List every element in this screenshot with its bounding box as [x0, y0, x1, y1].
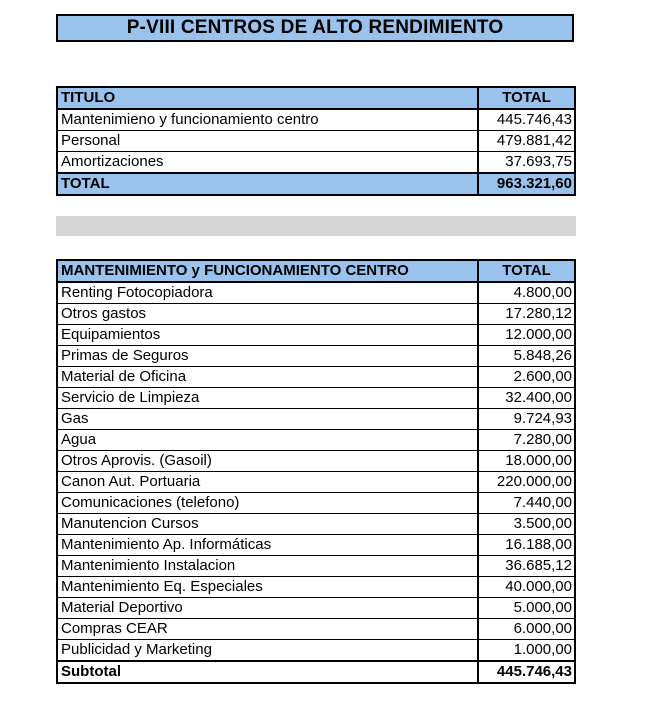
- detail-row-value: 5.848,26: [478, 346, 575, 367]
- detail-row-value: 7.440,00: [478, 493, 575, 514]
- table-row: [57, 430, 575, 451]
- detail-row-label: Equipamientos: [57, 325, 478, 346]
- detail-row-label: Otros Aprovis. (Gasoil): [57, 451, 478, 472]
- summary-header-row: [57, 87, 575, 109]
- detail-row-value: 5.000,00: [478, 598, 575, 619]
- detail-subtotal-label: Subtotal: [57, 661, 478, 683]
- summary-row-label: Personal: [57, 131, 478, 152]
- summary-total-row: [57, 173, 575, 195]
- summary-row-value: 445.746,43: [478, 109, 575, 131]
- detail-row-label: Primas de Seguros: [57, 346, 478, 367]
- detail-row-label: Agua: [57, 430, 478, 451]
- detail-row-value: 2.600,00: [478, 367, 575, 388]
- summary-total-value: 963.321,60: [478, 173, 575, 195]
- detail-row-label: Material de Oficina: [57, 367, 478, 388]
- detail-row-label: Material Deportivo: [57, 598, 478, 619]
- detail-table: [56, 259, 576, 684]
- summary-header-total: TOTAL: [478, 87, 575, 109]
- summary-row-label: Amortizaciones: [57, 152, 478, 174]
- detail-row-value: 4.800,00: [478, 282, 575, 304]
- detail-row-value: 220.000,00: [478, 472, 575, 493]
- table-row: [57, 493, 575, 514]
- table-row: [57, 514, 575, 535]
- table-row: [57, 152, 575, 174]
- table-row: [57, 131, 575, 152]
- table-row: [57, 598, 575, 619]
- separator-band: [56, 216, 576, 236]
- table-row: [57, 619, 575, 640]
- summary-row-value: 479.881,42: [478, 131, 575, 152]
- summary-row-value: 37.693,75: [478, 152, 575, 174]
- detail-row-value: 6.000,00: [478, 619, 575, 640]
- table-row: [57, 109, 575, 131]
- table-row: [57, 304, 575, 325]
- table-row: [57, 388, 575, 409]
- detail-row-label: Publicidad y Marketing: [57, 640, 478, 662]
- detail-row-value: 40.000,00: [478, 577, 575, 598]
- table-row: [57, 451, 575, 472]
- table-row: [57, 535, 575, 556]
- detail-row-value: 12.000,00: [478, 325, 575, 346]
- table-row: [57, 577, 575, 598]
- detail-row-label: Canon Aut. Portuaria: [57, 472, 478, 493]
- detail-row-label: Mantenimiento Ap. Informáticas: [57, 535, 478, 556]
- detail-row-value: 17.280,12: [478, 304, 575, 325]
- table-row: [57, 325, 575, 346]
- detail-row-label: Otros gastos: [57, 304, 478, 325]
- table-row: [57, 367, 575, 388]
- table-row: [57, 346, 575, 367]
- detail-row-label: Servicio de Limpieza: [57, 388, 478, 409]
- detail-row-value: 32.400,00: [478, 388, 575, 409]
- table-row: [57, 472, 575, 493]
- page-title: P-VIII CENTROS DE ALTO RENDIMIENTO: [56, 14, 574, 42]
- detail-row-value: 16.188,00: [478, 535, 575, 556]
- detail-row-label: Mantenimiento Instalacion: [57, 556, 478, 577]
- detail-row-label: Compras CEAR: [57, 619, 478, 640]
- summary-header-label: TITULO: [57, 87, 478, 109]
- detail-row-value: 7.280,00: [478, 430, 575, 451]
- detail-header-total: TOTAL: [478, 260, 575, 282]
- summary-row-label: Mantenimieno y funcionamiento centro: [57, 109, 478, 131]
- table-row: [57, 282, 575, 304]
- detail-row-label: Gas: [57, 409, 478, 430]
- detail-row-value: 3.500,00: [478, 514, 575, 535]
- detail-row-value: 36.685,12: [478, 556, 575, 577]
- summary-total-label: TOTAL: [57, 173, 478, 195]
- detail-subtotal-value: 445.746,43: [478, 661, 575, 683]
- detail-row-label: Mantenimiento Eq. Especiales: [57, 577, 478, 598]
- table-row: [57, 556, 575, 577]
- detail-row-label: Manutencion Cursos: [57, 514, 478, 535]
- detail-header-label: MANTENIMIENTO y FUNCIONAMIENTO CENTRO: [57, 260, 478, 282]
- detail-row-value: 9.724,93: [478, 409, 575, 430]
- table-row: [57, 640, 575, 662]
- detail-row-value: 1.000,00: [478, 640, 575, 662]
- detail-subtotal-row: [57, 661, 575, 683]
- detail-header-row: [57, 260, 575, 282]
- detail-row-label: Comunicaciones (telefono): [57, 493, 478, 514]
- summary-table: [56, 86, 576, 196]
- detail-row-label: Renting Fotocopiadora: [57, 282, 478, 304]
- table-row: [57, 409, 575, 430]
- detail-row-value: 18.000,00: [478, 451, 575, 472]
